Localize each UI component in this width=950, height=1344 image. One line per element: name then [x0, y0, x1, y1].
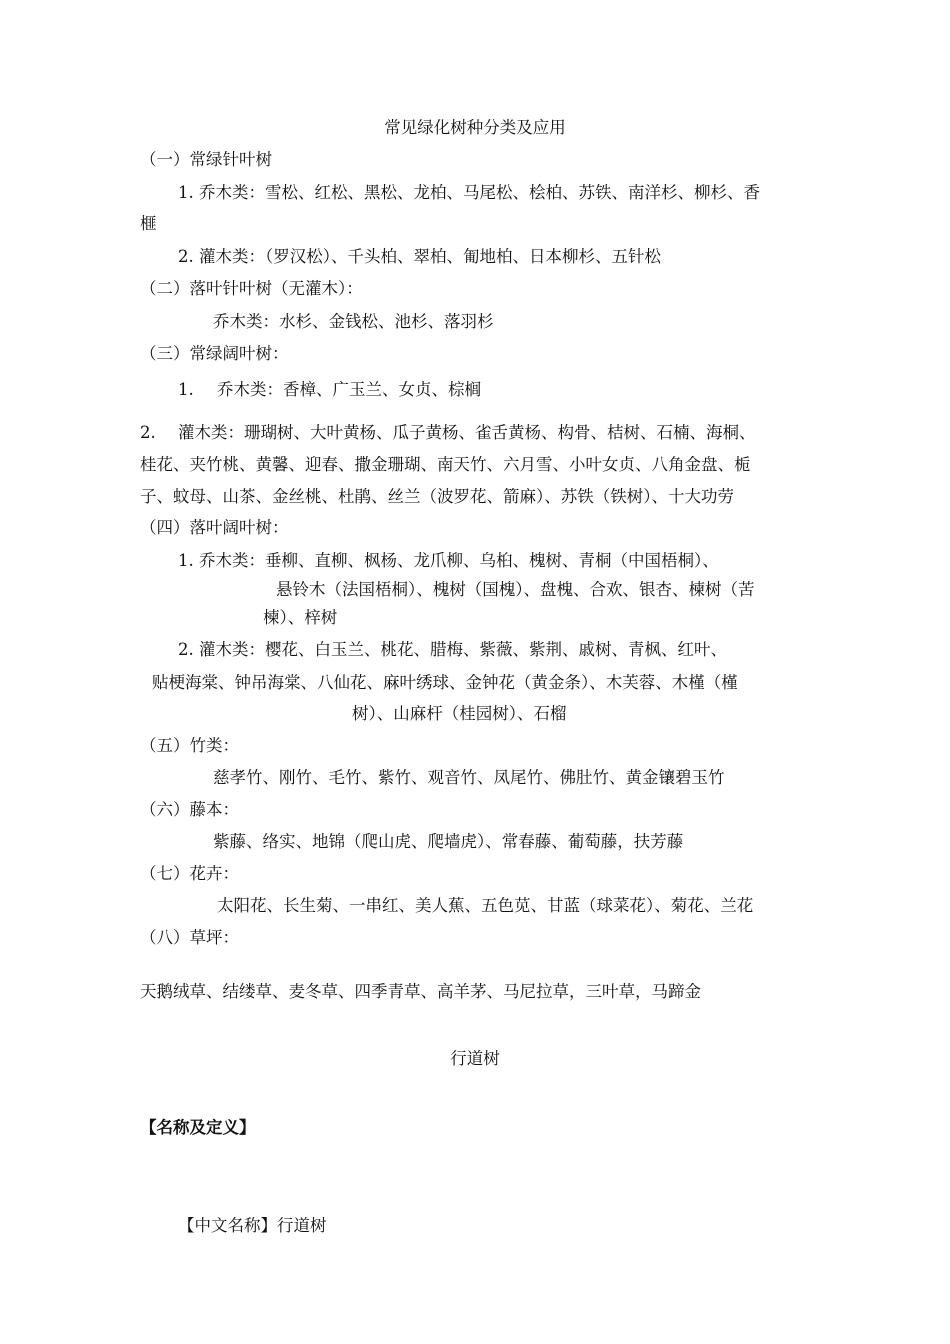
- section-title-street-trees: 行道树: [450, 1049, 500, 1068]
- section-1-item-1-line-1: 1. 乔木类：雪松、红松、黑松、龙柏、马尾松、桧柏、苏铁、南洋杉、柳杉、香: [178, 183, 760, 202]
- section-3-item-2-line-2: 桂花、夹竹桃、黄馨、迎春、撒金珊瑚、南天竹、六月雪、小叶女贞、八角金盘、栀: [140, 455, 751, 474]
- section-3-heading: （三）常绿阔叶树：: [140, 344, 289, 363]
- section-1-item-2: 2. 灌木类：（罗汉松）、千头柏、翠柏、匍地柏、日本柳杉、五针松: [178, 247, 661, 266]
- section-4-item-1-line-1: 1. 乔木类：垂柳、直柳、枫杨、龙爪柳、乌桕、槐树、青桐（中国梧桐）、: [178, 551, 719, 570]
- section-5-heading: （五）竹类：: [140, 736, 239, 755]
- section-3-item-1: 乔木类：香樟、广玉兰、女贞、棕榈: [217, 380, 481, 399]
- section-3-item-1-number: 1.: [178, 380, 194, 399]
- section-3-item-2-line-3: 子、蚊母、山茶、金丝桃、杜鹃、丝兰（波罗花、箭麻）、苏铁（铁树）、十大功劳: [140, 487, 734, 506]
- section-8-heading: （八）草坪：: [140, 928, 239, 947]
- section-5-item-1: 慈孝竹、刚竹、毛竹、紫竹、观音竹、凤尾竹、佛肚竹、黄金镶碧玉竹: [213, 768, 725, 787]
- section-4-item-1-line-2: 悬铃木（法国梧桐）、槐树（国槐）、盘槐、合欢、银杏、楝树（苦: [276, 580, 755, 599]
- section-4-item-1-line-3: 楝）、梓树: [263, 608, 338, 627]
- name-definition-heading: 【名称及定义】: [140, 1118, 256, 1137]
- section-7-heading: （七）花卉：: [140, 864, 239, 883]
- section-1-item-1-line-2: 榧: [140, 214, 157, 233]
- section-1-heading: （一）常绿针叶树: [140, 150, 272, 169]
- section-4-item-2-line-3: 树）、山麻杆（桂园树）、石榴: [352, 704, 567, 723]
- section-6-heading: （六）藤本：: [140, 800, 239, 819]
- section-6-item-1: 紫藤、络实、地锦（爬山虎、爬墙虎）、常春藤、葡萄藤，扶芳藤: [213, 832, 684, 851]
- section-3-item-2-number: 2.: [140, 423, 156, 442]
- section-4-item-2-line-2: 贴梗海棠、钟吊海棠、八仙花、麻叶绣球、金钟花（黄金条）、木芙蓉、木槿（槿: [152, 673, 738, 692]
- section-4-item-2-line-1: 2. 灌木类：樱花、白玉兰、桃花、腊梅、紫薇、紫荆、戚树、青枫、红叶、: [178, 640, 727, 659]
- section-8-item-1: 天鹅绒草、结缕草、麦冬草、四季青草、高羊茅、马尼拉草，三叶草，马蹄金: [140, 982, 701, 1001]
- chinese-name-line: 【中文名称】行道树: [178, 1216, 327, 1235]
- document-title: 常见绿化树种分类及应用: [384, 118, 566, 137]
- section-7-item-1: 太阳花、长生菊、一串红、美人蕉、五色苋、甘蓝（球菜花）、菊花、兰花: [217, 896, 754, 915]
- section-2-heading: （二）落叶针叶树（无灌木）：: [140, 279, 363, 298]
- section-3-item-2-line-1: 灌木类：珊瑚树、大叶黄杨、瓜子黄杨、雀舌黄杨、构骨、桔树、石楠、海桐、: [178, 423, 756, 442]
- section-4-heading: （四）落叶阔叶树：: [140, 518, 289, 537]
- section-2-item-1: 乔木类：水杉、金钱松、池杉、落羽杉: [213, 312, 494, 331]
